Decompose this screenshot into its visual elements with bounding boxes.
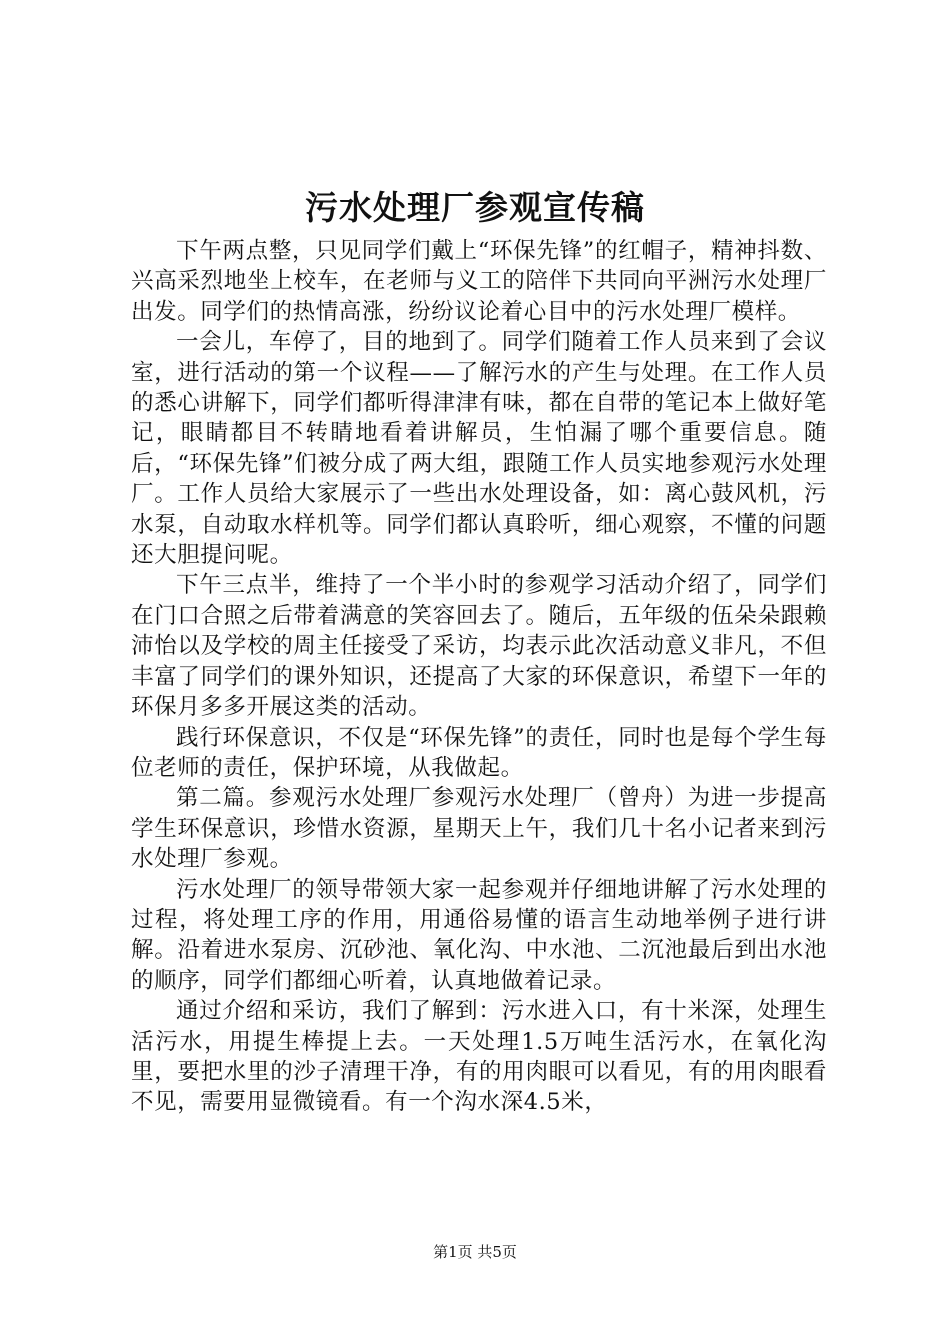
paragraph: 污水处理厂的领导带领大家一起参观并仔细地讲解了污水处理的过程，将处理工序的作用，用通俗易懂的语言生动地举例子进行讲解。沿着进水泵房、沉砂池、氧化沟、中水池、二沉池最后到出水池的顺序，同学们都细心听着，认真地做着记录。 <box>131 876 827 994</box>
document-title: 污水处理厂参观宣传稿 <box>305 188 645 227</box>
paragraph: 下午三点半，维持了一个半小时的参观学习活动介绍了，同学们在门口合照之后带着满意的笑容回去了。随后，五年级的伍朵朵跟赖沛怡以及学校的周主任接受了采访，均表示此次活动意义非凡，不但丰富了同学们的课外知识，还提高了大家的环保意识，希望下一年的环保月多多开展这类的活动。 <box>131 572 827 721</box>
paragraph: 下午两点整，只见同学们戴上“环保先锋”的红帽子，精神抖数、兴高采烈地坐上校车，在老师与义工的陪伴下共同向平洲污水处理厂出发。同学们的热情高涨，纷纷议论着心目中的污水处理厂模样。 <box>131 238 827 325</box>
paragraph: 践行环保意识，不仅是“环保先锋”的责任，同时也是每个学生每位老师的责任，保护环境，从我做起。 <box>131 724 827 781</box>
paragraph: 第二篇。参观污水处理厂参观污水处理厂（曾舟）为进一步提高学生环保意识，珍惜水资源，星期天上午，我们几十名小记者来到污水处理厂参观。 <box>131 785 827 873</box>
paragraph: 通过介绍和采访，我们了解到：污水进入口，有十米深，处理生活污水，用提生棒提上去。一天处理1.5万吨生活污水，在氧化沟里，要把水里的沙子清理干净，有的用肉眼可以看见，有的用肉眼看不见，需要用显微镜看。有一个沟水深4.5米， <box>131 998 827 1116</box>
page-footer: 第1页 共5页 <box>433 1243 517 1261</box>
paragraph: 一会儿，车停了，目的地到了。同学们随着工作人员来到了会议室，进行活动的第一个议程——了解污水的产生与处理。在工作人员的悉心讲解下，同学们都听得津津有味，都在自带的笔记本上做好笔记，眼睛都目不转睛地看着讲解员，生怕漏了哪个重要信息。随后，“环保先锋”们被分成了两大组，跟随工作人员实地参观污水处理厂。工作人员给大家展示了一些出水处理设备，如：离心鼓风机，污水泵，自动取水样机等。同学们都认真聆听，细心观察，不懂的问题还大胆提问呢。 <box>131 329 827 569</box>
document-body <box>131 236 827 1118</box>
